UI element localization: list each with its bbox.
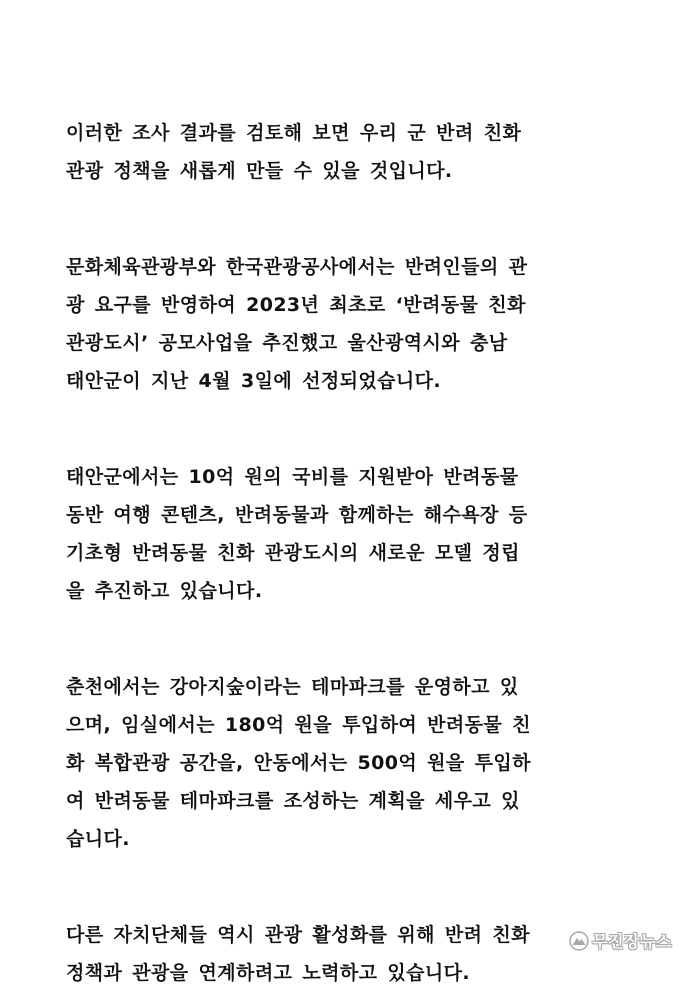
text-line: 관광 정책을 새롭게 만들 수 있을 것입니다. (66, 160, 453, 182)
text-line: 태안군에서는 10억 원의 국비를 지원받아 반려동물 (66, 466, 519, 488)
text-line: 춘천에서는 강아지숲이라는 테마파크를 운영하고 있 (66, 676, 519, 698)
text-line: 관광도시’ 공모사업을 추진했고 울산광역시와 충남 (66, 332, 508, 354)
text-line: 이러한 조사 결과를 검토해 보면 우리 군 반려 친화 (66, 122, 522, 144)
text-line: 으며, 임실에서는 180억 원을 투입하여 반려동물 친 (66, 714, 531, 736)
text-line: 동반 여행 콘텐츠, 반려동물과 함께하는 해수욕장 등 (66, 504, 528, 526)
text-line: 정책과 관광을 연계하려고 노력하고 있습니다. (66, 962, 471, 984)
paragraph-4 (66, 668, 620, 858)
text-line: 여 반려동물 테마파크를 조성하는 계획을 세우고 있 (66, 790, 520, 812)
paragraph-1 (66, 114, 620, 190)
text-line: 기초형 반려동물 친화 관광도시의 새로운 모델 정립 (66, 542, 520, 564)
watermark-text: 무진장뉴스 (592, 932, 672, 951)
text-line: 습니다. (66, 828, 130, 850)
mountain-logo-icon (569, 931, 589, 951)
text-line: 광 요구를 반영하여 2023년 최초로 ‘반려동물 친화 (66, 294, 526, 316)
text-line: 다른 자치단체들 역시 관광 활성화를 위해 반려 친화 (66, 924, 530, 946)
text-line: 문화체육관광부와 한국관광공사에서는 반려인들의 관 (66, 256, 528, 278)
paragraph-5 (66, 916, 620, 992)
watermark (569, 929, 672, 952)
paragraph-3 (66, 458, 620, 610)
paragraph-2 (66, 248, 620, 400)
text-line: 을 추진하고 있습니다. (66, 580, 263, 602)
text-line: 태안군이 지난 4월 3일에 선정되었습니다. (66, 370, 441, 392)
text-line: 화 복합관광 공간을, 안동에서는 500억 원을 투입하 (66, 752, 531, 774)
